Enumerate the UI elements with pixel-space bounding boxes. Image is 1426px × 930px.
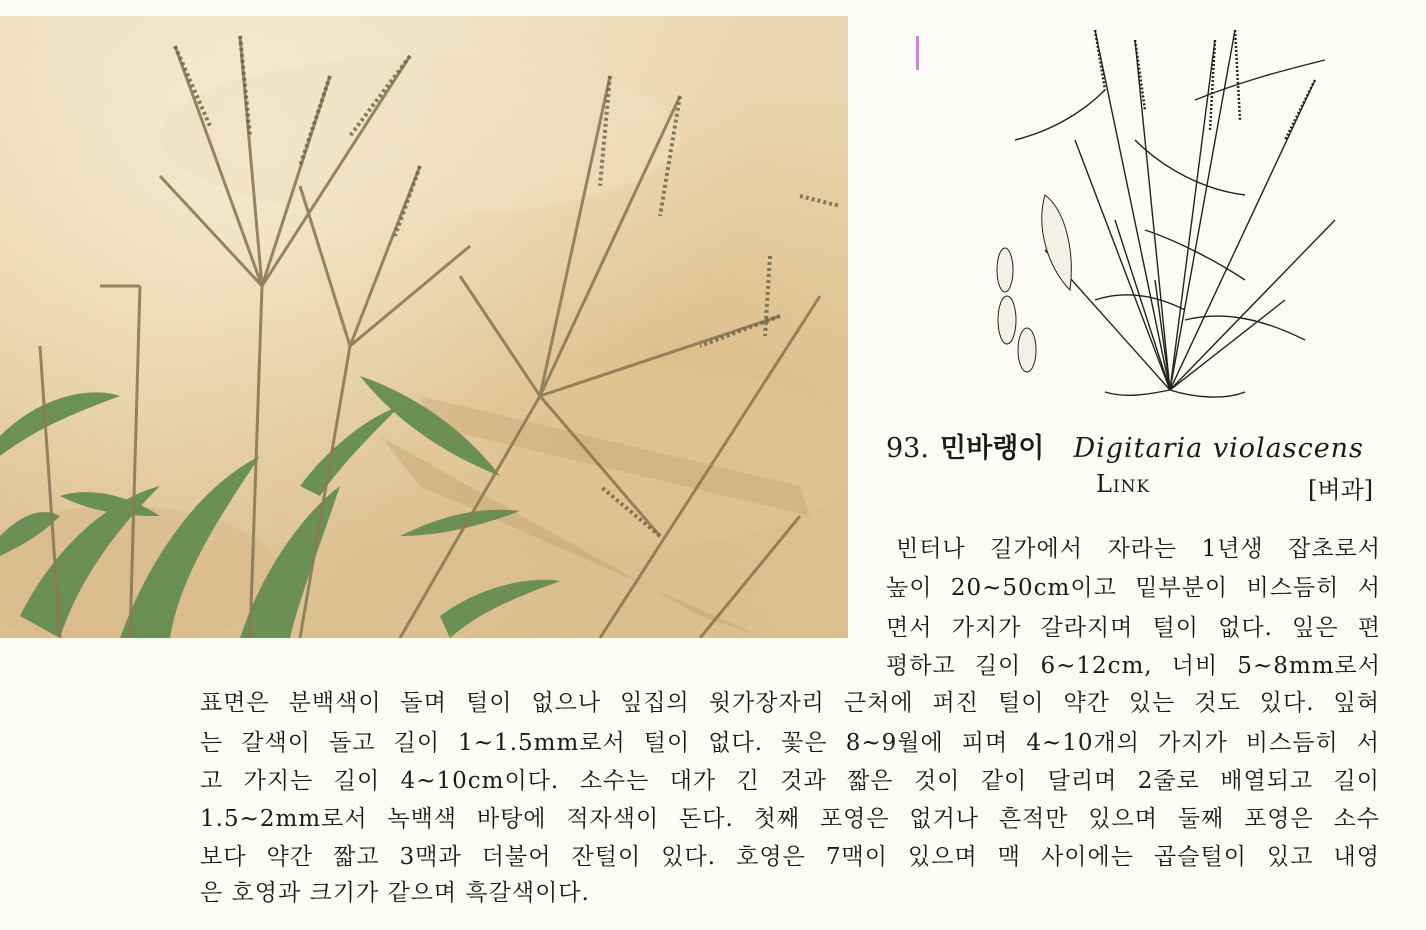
description-line: 빈터나 길가에서 자라는 1년생 잡초로서: [896, 536, 1381, 562]
description-line: 높이 20~50cm이고 밑부분이 비스듬히 서: [886, 575, 1381, 601]
grass-photo-illustration: [0, 16, 848, 638]
description-line: 고 가지는 길이 4~10cm이다. 소수는 대가 긴 것과 짧은 것이 같이 달리며 2줄로 배열되고 길이: [200, 768, 1380, 794]
description-line: 표면은 분백색이 돌며 털이 없으나 잎집의 윗가장자리 근처에 퍼진 털이 약간 있는 것도 있다. 잎혀: [200, 690, 1380, 716]
margin-marker: [916, 36, 919, 70]
plant-photo: [0, 16, 848, 638]
entry-number: 93.: [886, 433, 929, 464]
description-line: 평하고 길이 6~12cm, 너비 5~8mm로서: [886, 653, 1381, 679]
scientific-name: Digitaria violascens: [1073, 433, 1364, 464]
description-line: 보다 약간 짧고 3맥과 더불어 잔털이 있다. 호영은 7맥이 있으며 맥 사이에는 곱슬털이 있고 내영: [200, 844, 1380, 870]
description-line: 은 호영과 크기가 같으며 흑갈색이다.: [200, 880, 590, 906]
entry-title: [886, 426, 1364, 466]
author-name: Link: [1096, 470, 1151, 498]
korean-name: 민바랭이: [940, 433, 1045, 464]
description-line: 면서 가지가 갈라지며 털이 없다. 잎은 편: [886, 615, 1381, 641]
plant-line-drawing: [985, 20, 1365, 400]
description-line: 는 갈색이 돌고 길이 1~1.5mm로서 털이 없다. 꽃은 8~9월에 피며 4~10개의 가지가 비스듬히 서: [200, 730, 1380, 756]
plant-family: [벼과]: [1308, 476, 1374, 504]
description-line: 1.5~2mm로서 녹백색 바탕에 적자색이 돈다. 첫째 포영은 없거나 흔적만 있으며 둘째 포영은 소수: [200, 806, 1380, 832]
